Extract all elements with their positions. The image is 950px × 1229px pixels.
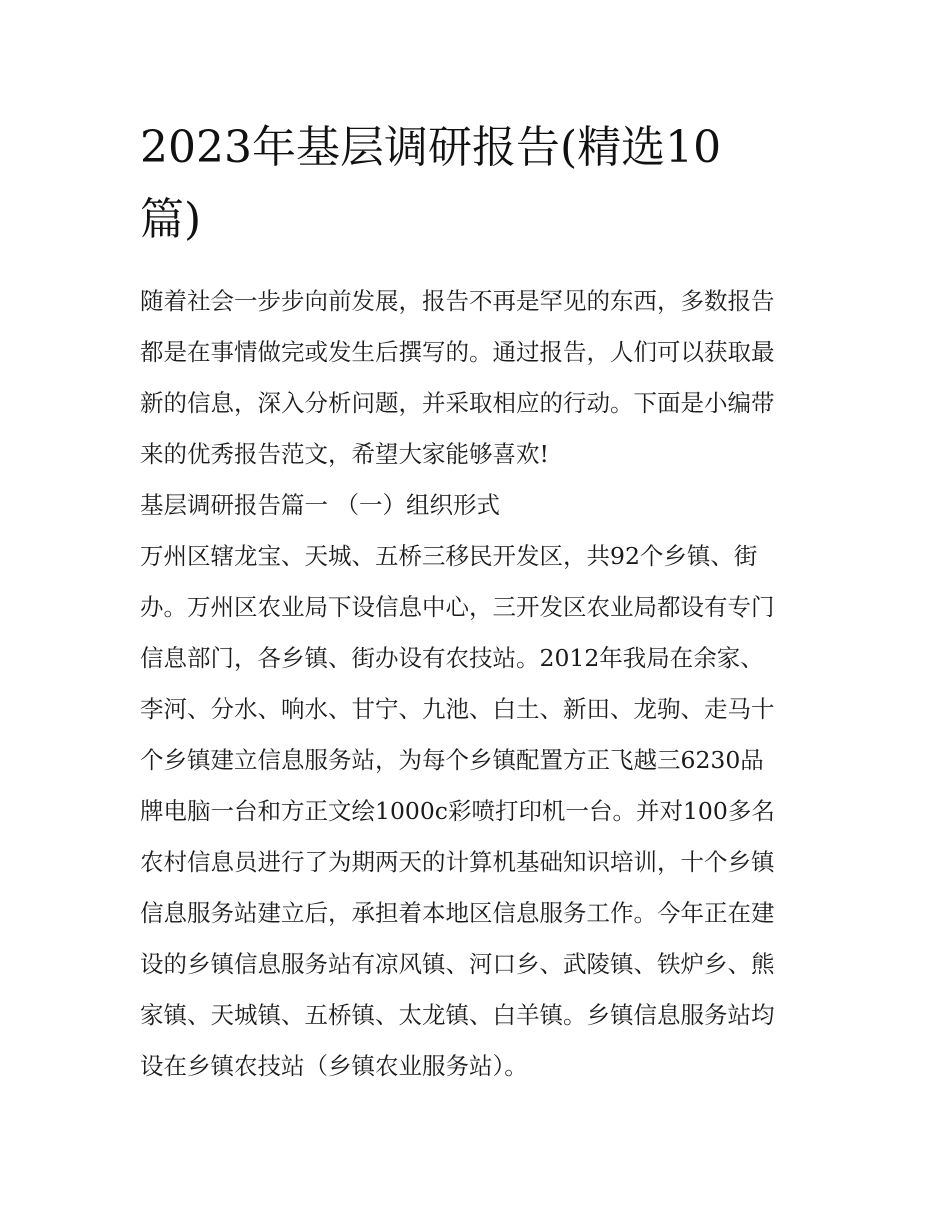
body-line-intro-3: 新的信息，深入分析问题，并采取相应的行动。下面是小编带 (140, 389, 775, 417)
document-title-line-2: 篇) (140, 194, 202, 245)
document-title-line-1: 2023年基层调研报告(精选10 (140, 122, 722, 173)
body-line-9: 设的乡镇信息服务站有凉风镇、河口乡、武陵镇、铁炉乡、熊 (140, 950, 775, 978)
body-line-11: 设在乡镇农技站（乡镇农业服务站）。 (140, 1052, 528, 1080)
body-line-5: 个乡镇建立信息服务站，为每个乡镇配置方正飞越三6230品 (140, 746, 764, 774)
body-line-intro-4: 来的优秀报告范文，希望大家能够喜欢! (140, 440, 549, 468)
document-body (140, 276, 812, 1092)
body-line-4: 李河、分水、响水、甘宁、九池、白土、新田、龙驹、走马十 (140, 695, 775, 723)
body-line-3: 信息部门，各乡镇、街办设有农技站。2012年我局在余家、 (140, 644, 764, 672)
body-line-2: 办。万州区农业局下设信息中心，三开发区农业局都设有专门 (140, 593, 775, 621)
body-line-intro-2: 都是在事情做完或发生后撰写的。通过报告，人们可以获取最 (140, 338, 775, 366)
document-title (140, 112, 812, 256)
body-line-8: 信息服务站建立后，承担着本地区信息服务工作。今年正在建 (140, 899, 775, 927)
body-line-6: 牌电脑一台和方正文绘1000c彩喷打印机一台。并对100多名 (140, 797, 775, 825)
body-line-7: 农村信息员进行了为期两天的计算机基础知识培训，十个乡镇 (140, 848, 775, 876)
section-heading: 基层调研报告篇一 （一）组织形式 (140, 491, 500, 519)
body-line-intro-1: 随着社会一步步向前发展，报告不再是罕见的东西，多数报告 (140, 287, 775, 315)
body-line-10: 家镇、天城镇、五桥镇、太龙镇、白羊镇。乡镇信息服务站均 (140, 1001, 775, 1029)
body-line-1: 万州区辖龙宝、天城、五桥三移民开发区，共92个乡镇、街 (140, 542, 758, 570)
